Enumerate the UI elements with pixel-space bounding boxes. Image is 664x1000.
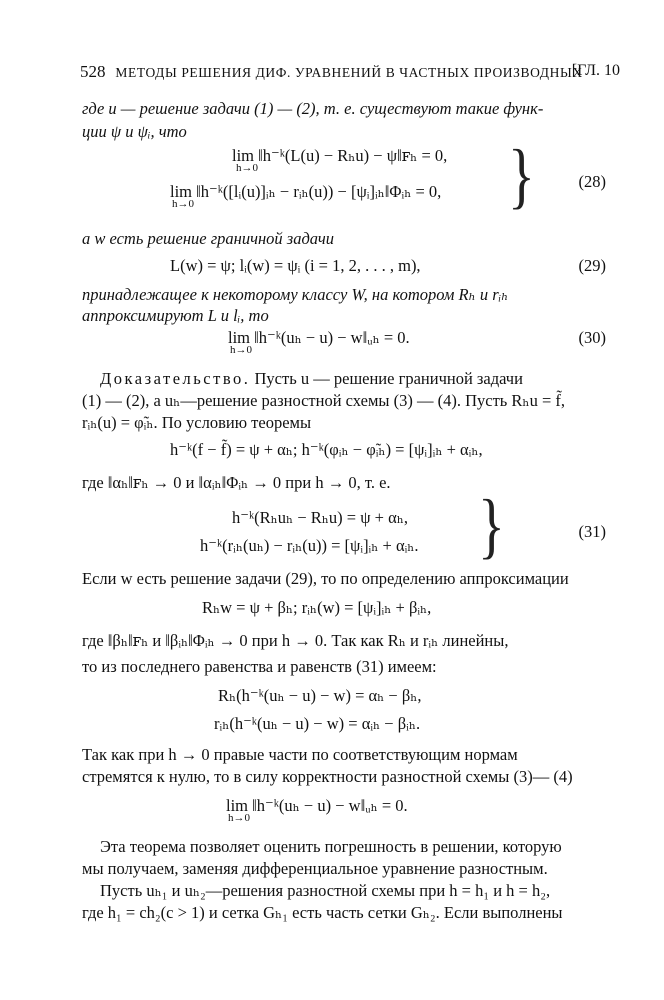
limit-subscript: h→0 — [172, 198, 194, 210]
text-line: где ‖αₕ‖ꜰₕ → 0 и ‖αᵢₕ‖Φᵢₕ → 0 при h → 0, т. е. — [82, 473, 391, 492]
limit-subscript: h→0 — [230, 344, 252, 356]
text-line: где h₁ = ch₂(c > 1) и сетка Gₕ₁ есть часть сетки Gₕ₂. Если выполнены — [82, 903, 563, 922]
text-fragment: Пусть u — решение граничной задачи — [250, 369, 523, 388]
equation-31b: h⁻ᵏ(rᵢₕ(uₕ) − rᵢₕ(u)) = [ψᵢ]ᵢₕ + αᵢₕ. — [200, 536, 419, 555]
equation-28a: lim ‖h⁻ᵏ(L(u) − Rₕu) − ψ‖ꜰₕ = 0, — [232, 146, 448, 165]
equation-29: L(w) = ψ; lᵢ(w) = ψᵢ (i = 1, 2, . . . , m), — [170, 256, 421, 275]
running-header — [80, 62, 620, 82]
text-line: аппроксимируют L и lᵢ, то — [82, 306, 269, 325]
equation-number: (30) — [578, 328, 606, 347]
running-title: МЕТОДЫ РЕШЕНИЯ ДИФ. УРАВНЕНИЙ В ЧАСТНЫХ ПРОИЗВОДНЫХ — [115, 65, 583, 80]
equation-number: (28) — [578, 172, 606, 191]
equation-number: (31) — [578, 522, 606, 541]
text-line: где ‖βₕ‖ꜰₕ и ‖βᵢₕ‖Φᵢₕ → 0 при h → 0. Так как Rₕ и rᵢₕ линейны, — [82, 631, 509, 650]
text-line: а w есть решение граничной задачи — [82, 229, 334, 248]
equation-30: lim ‖h⁻ᵏ(uₕ − u) − w‖ᵤₕ = 0. — [228, 328, 410, 347]
proof-heading: Доказательство. — [100, 369, 251, 388]
text-line: Если w есть решение задачи (29), то по определению аппроксимации — [82, 569, 569, 588]
equation-conditions: h⁻ᵏ(f − f̃) = ψ + αₕ; h⁻ᵏ(φᵢₕ − φ̃ᵢₕ) = [ψᵢ]ᵢₕ + αᵢₕ, — [170, 440, 483, 459]
text-line: Пусть uₕ₁ и uₕ₂—решения разностной схемы при h = h₁ и h = h₂, — [100, 881, 551, 900]
text-line: rᵢₕ(u) = φ̃ᵢₕ. По условию теоремы — [82, 413, 312, 432]
text-line: мы получаем, заменяя дифференциальное уравнение разностным. — [82, 859, 548, 878]
text-line: Так как при h → 0 правые части по соответствующим нормам — [82, 745, 518, 764]
right-brace: } — [478, 485, 505, 567]
text-line: стремятся к нулю, то в силу корректности разностной схемы (3)— (4) — [82, 767, 573, 786]
text-line: то из последнего равенства и равенств (31) имеем: — [82, 657, 437, 676]
chapter-ref: [ГЛ. 10 — [571, 62, 620, 79]
text-line: (1) — (2), а uₕ—решение разностной схемы (3) — (4). Пусть Rₕu = f̃, — [82, 391, 565, 410]
equation-31a: h⁻ᵏ(Rₕuₕ − Rₕu) = ψ + αₕ, — [232, 508, 408, 527]
equation-difference-1: Rₕ(h⁻ᵏ(uₕ − u) − w) = αₕ − βₕ, — [218, 686, 422, 705]
text-line: принадлежащее к некоторому классу W, на котором Rₕ и rᵢₕ — [82, 285, 509, 304]
equation-approximation: Rₕw = ψ + βₕ; rᵢₕ(w) = [ψᵢ]ᵢₕ + βᵢₕ, — [202, 598, 432, 617]
equation-difference-2: rᵢₕ(h⁻ᵏ(uₕ − u) − w) = αᵢₕ − βᵢₕ. — [214, 714, 421, 733]
equation-28b: lim ‖h⁻ᵏ([lᵢ(u)]ᵢₕ − rᵢₕ(u)) − [ψᵢ]ᵢₕ‖Φᵢₕ = 0, — [170, 182, 442, 201]
text-line: где u — решение задачи (1) — (2), т. е. существуют такие функ- — [82, 99, 544, 118]
text-line: Эта теорема позволяет оценить погрешность в решении, которую — [100, 837, 562, 856]
right-brace: } — [508, 135, 535, 217]
text-line — [100, 368, 608, 390]
limit-subscript: h→0 — [228, 812, 250, 824]
limit-subscript: h→0 — [236, 162, 258, 174]
equation-conclusion: lim ‖h⁻ᵏ(uₕ − u) − w‖ᵤₕ = 0. — [226, 796, 408, 815]
text-line: ции ψ и ψᵢ, что — [82, 122, 187, 141]
equation-number: (29) — [578, 256, 606, 275]
page-number: 528 — [80, 62, 106, 81]
